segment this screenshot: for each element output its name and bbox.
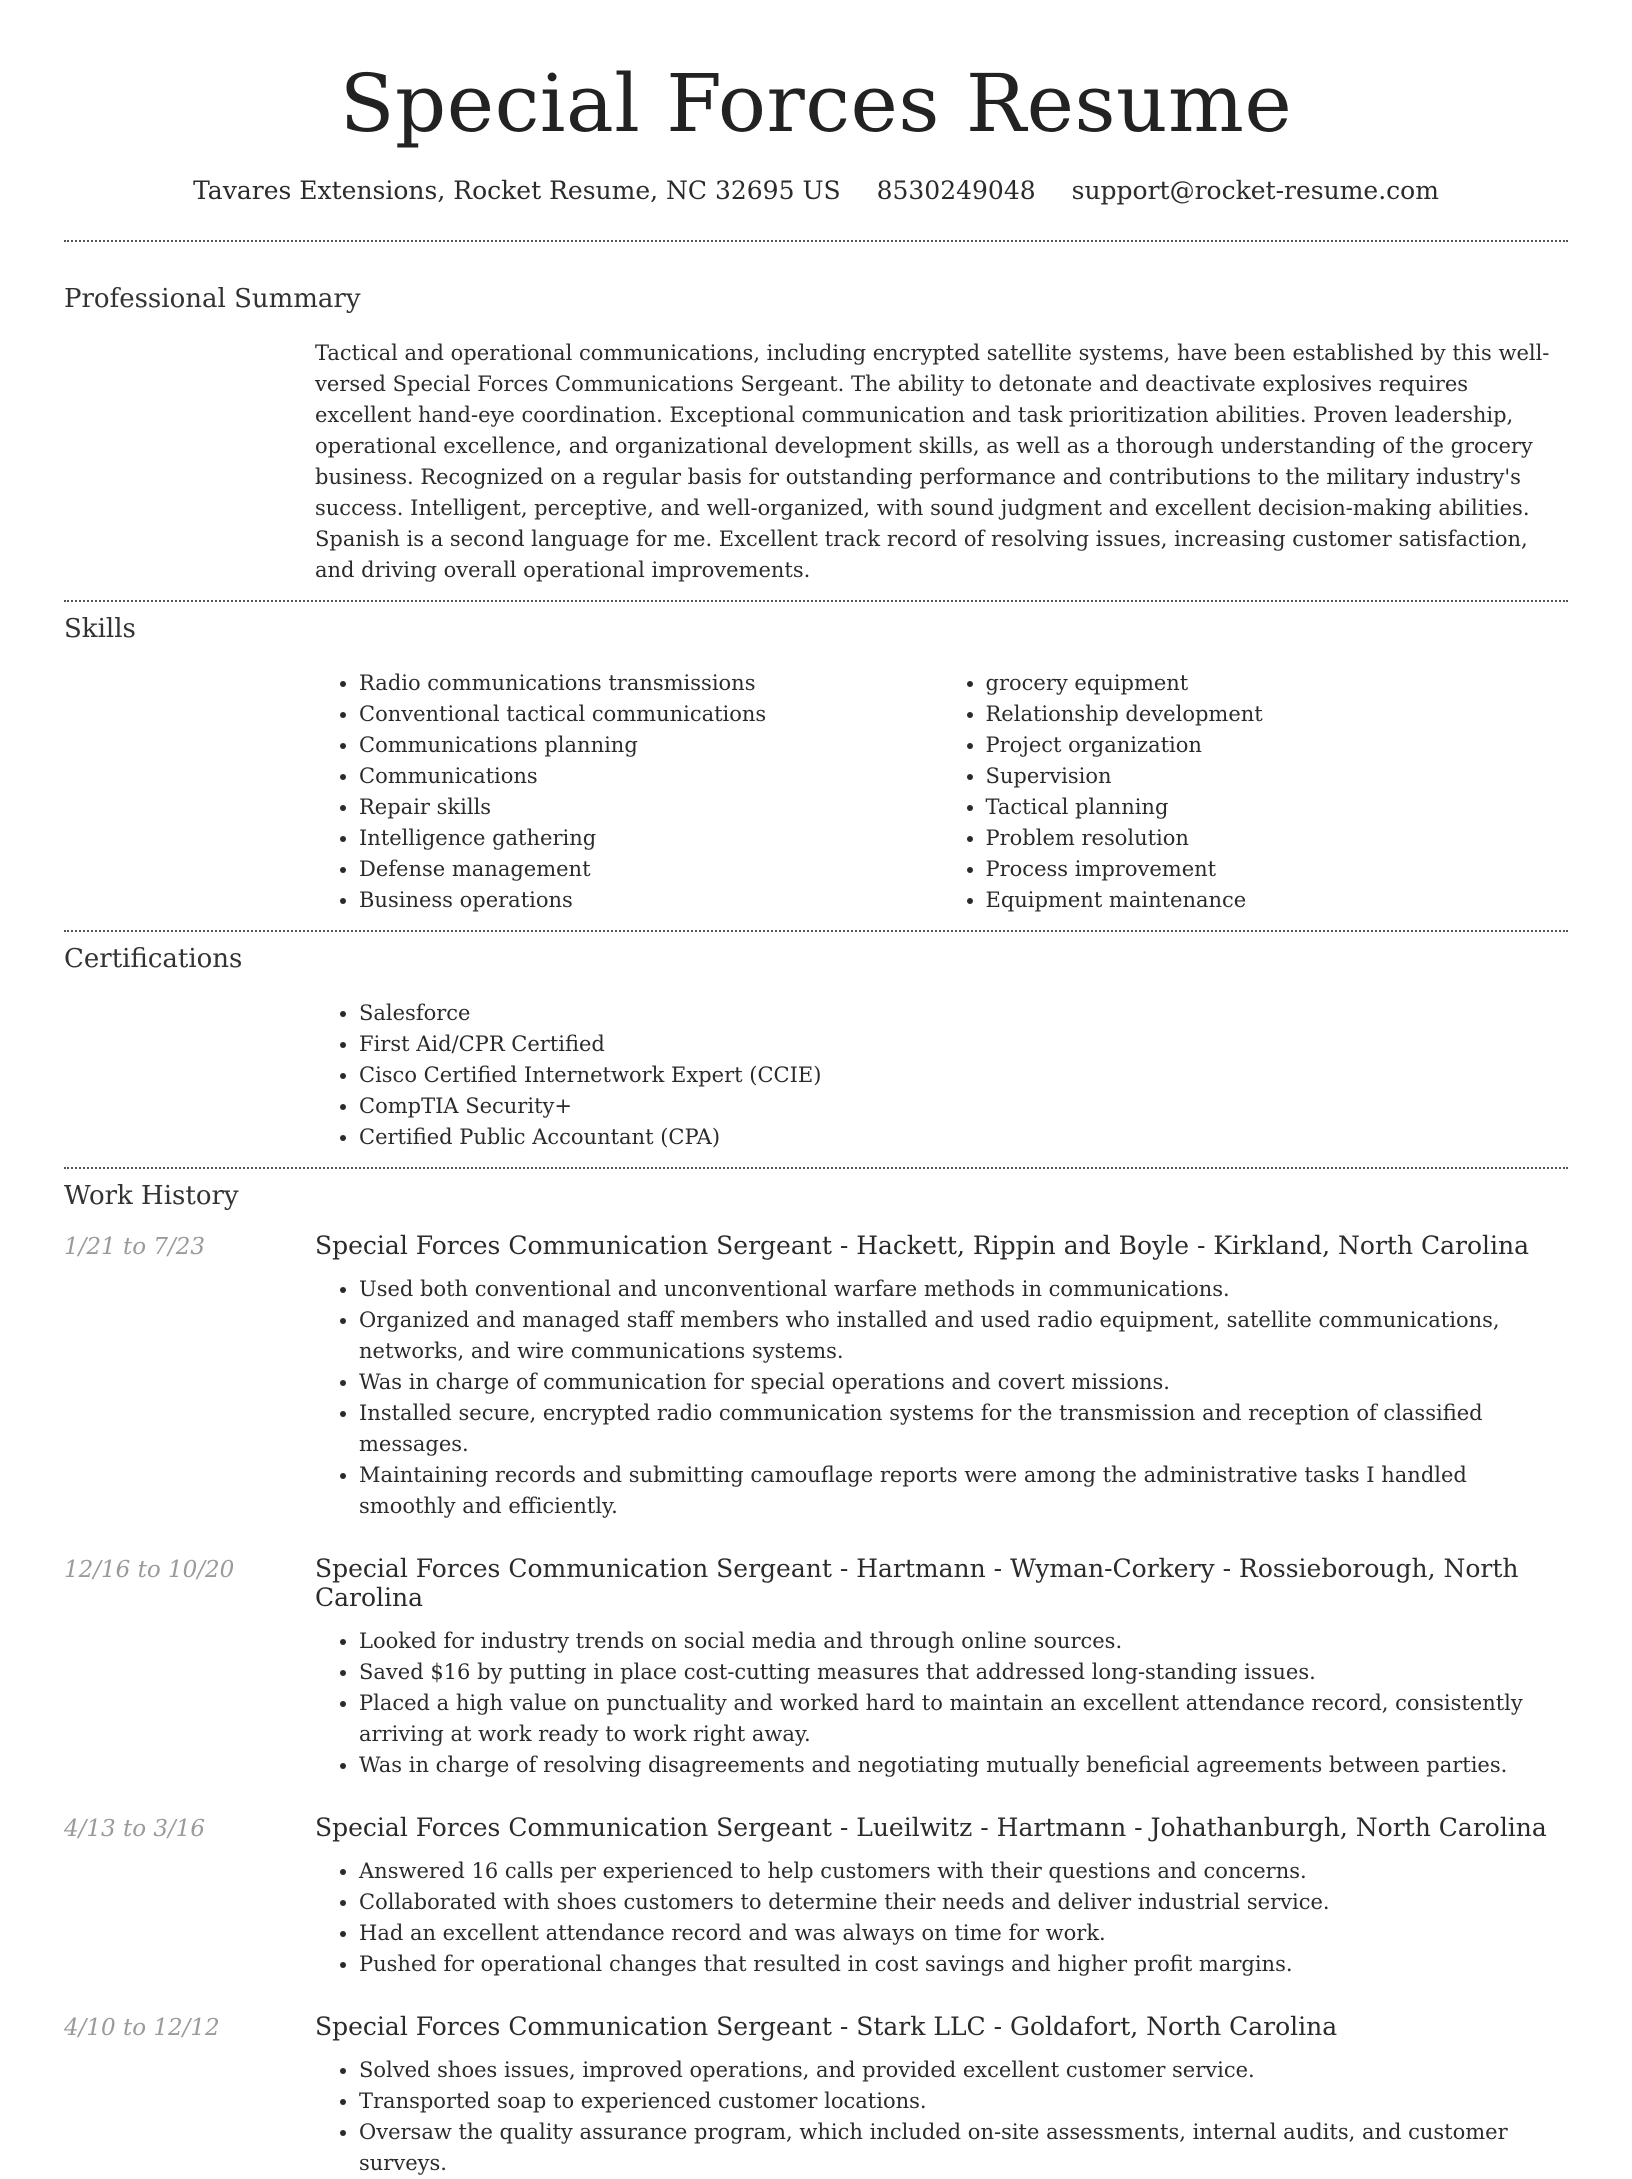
- skill-item: • Relationship development: [986, 699, 1569, 730]
- contact-phone[interactable]: 8530249048: [876, 176, 1036, 205]
- skills-heading: Skills: [64, 614, 136, 644]
- job-bullet: • Solved shoes issues, improved operations, and provided excellent customer service.: [359, 2055, 1568, 2086]
- job-title: Special Forces Communication Sergeant - Hackett, Rippin and Boyle - Kirkland, North Carolina: [315, 1231, 1530, 1260]
- job-bullet: • Saved $16 by putting in place cost-cutting measures that addressed long-standing issues.: [359, 1657, 1568, 1688]
- job-bullet: • Was in charge of resolving disagreements and negotiating mutually beneficial agreements between parties.: [359, 1750, 1568, 1781]
- job-bullet: • Looked for industry trends on social media and through online sources.: [359, 1626, 1568, 1657]
- skills-right-column: [942, 668, 1569, 916]
- job-bullets: [315, 1274, 1568, 1522]
- skill-item: • Communications: [359, 761, 942, 792]
- job-entry: [64, 1554, 1568, 1781]
- job-dates: 12/16 to 10/20: [64, 1557, 235, 1583]
- job-dates: 4/13 to 3/16: [64, 1816, 206, 1842]
- divider: [64, 240, 1568, 242]
- skills-list: [315, 668, 1568, 916]
- resume-page: [64, 0, 1568, 2179]
- certification-item: • First Aid/CPR Certified: [359, 1029, 1568, 1060]
- job-bullet: • Used both conventional and unconventional warfare methods in communications.: [359, 1274, 1568, 1305]
- divider: [64, 1167, 1568, 1169]
- certification-item: • Salesforce: [359, 998, 1568, 1029]
- job-bullet: • Pushed for operational changes that resulted in cost savings and higher profit margins.: [359, 1949, 1568, 1980]
- job-bullets: [315, 1626, 1568, 1781]
- job-title: Special Forces Communication Sergeant - Hartmann - Wyman-Corkery - Rossieborough, North Carolina: [315, 1554, 1519, 1612]
- skill-item: • Intelligence gathering: [359, 823, 942, 854]
- certifications-list: [315, 998, 1568, 1153]
- job-entry: [64, 1231, 1568, 1522]
- skill-item: • Tactical planning: [986, 792, 1569, 823]
- job-bullet: • Transported soap to experienced customer locations.: [359, 2086, 1568, 2117]
- divider: [64, 930, 1568, 932]
- resume-title: Special Forces Resume: [339, 57, 1293, 150]
- certifications-heading: Certifications: [64, 944, 243, 974]
- job-entry: [64, 1813, 1568, 1980]
- job-bullets: [315, 1856, 1568, 1980]
- skill-item: • Problem resolution: [986, 823, 1569, 854]
- skill-item: • Process improvement: [986, 854, 1569, 885]
- job-dates: 1/21 to 7/23: [64, 1234, 206, 1260]
- skills-left-column: [315, 668, 942, 916]
- skill-item: • Equipment maintenance: [986, 885, 1569, 916]
- certification-item: • Certified Public Accountant (CPA): [359, 1122, 1568, 1153]
- contact-line: [64, 174, 1568, 208]
- divider: [64, 600, 1568, 602]
- job-bullet: • Answered 16 calls per experienced to help customers with their questions and concerns.: [359, 1856, 1568, 1887]
- contact-email[interactable]: support@rocket-resume.com: [1071, 176, 1439, 205]
- job-title: Special Forces Communication Sergeant - Lueilwitz - Hartmann - Johathanburgh, North Carolina: [315, 1813, 1547, 1842]
- job-dates: 4/10 to 12/12: [64, 2015, 220, 2041]
- summary-heading: Professional Summary: [64, 284, 361, 314]
- job-entry: [64, 2012, 1568, 2179]
- contact-address: Tavares Extensions, Rocket Resume, NC 32695 US: [193, 176, 841, 205]
- job-bullets: [315, 2055, 1568, 2179]
- job-bullet: • Was in charge of communication for special operations and covert missions.: [359, 1367, 1568, 1398]
- job-bullet: • Had an excellent attendance record and was always on time for work.: [359, 1918, 1568, 1949]
- job-bullet: • Organized and managed staff members who installed and used radio equipment, satellite communications, networks, and wire communications systems.: [359, 1305, 1568, 1367]
- certification-item: • CompTIA Security+: [359, 1091, 1568, 1122]
- job-bullet: • Collaborated with shoes customers to determine their needs and deliver industrial service.: [359, 1887, 1568, 1918]
- skill-item: • Business operations: [359, 885, 942, 916]
- certification-item: • Cisco Certified Internetwork Expert (CCIE): [359, 1060, 1568, 1091]
- job-bullet: • Installed secure, encrypted radio communication systems for the transmission and reception of classified messages.: [359, 1398, 1568, 1460]
- skill-item: • Communications planning: [359, 730, 942, 761]
- work-history-heading: Work History: [64, 1181, 239, 1211]
- job-bullet: • Oversaw the quality assurance program, which included on-site assessments, internal audits, and customer surveys.: [359, 2117, 1568, 2179]
- skill-item: • Defense management: [359, 854, 942, 885]
- skill-item: • Project organization: [986, 730, 1569, 761]
- job-bullet: • Maintaining records and submitting camouflage reports were among the administrative tasks I handled smoothly and efficiently.: [359, 1460, 1568, 1522]
- job-title: Special Forces Communication Sergeant - Stark LLC - Goldafort, North Carolina: [315, 2012, 1338, 2041]
- skill-item: • grocery equipment: [986, 668, 1569, 699]
- skill-item: • Radio communications transmissions: [359, 668, 942, 699]
- skill-item: • Supervision: [986, 761, 1569, 792]
- summary-text: Tactical and operational communications, including encrypted satellite systems, have been established by this well-versed Special Forces Communications Sergeant. The ability to detonate and deactivate explosives requires excellent hand-eye coordination. Exceptional communication and task prioritization abilities. Proven leadership, operational excellence, and organizational development skills, as well as a thorough understanding of the grocery business. Recognized on a regular basis for outstanding performance and contributions to the military industry's success. Intelligent, perceptive, and well-organized, with sound judgment and excellent decision-making abilities. Spanish is a second language for me. Excellent track record of resolving issues, increasing customer satisfaction, and driving overall operational improvements.: [315, 341, 1550, 582]
- job-bullet: • Placed a high value on punctuality and worked hard to maintain an excellent attendance record, consistently arriving at work ready to work right away.: [359, 1688, 1568, 1750]
- skill-item: • Repair skills: [359, 792, 942, 823]
- skill-item: • Conventional tactical communications: [359, 699, 942, 730]
